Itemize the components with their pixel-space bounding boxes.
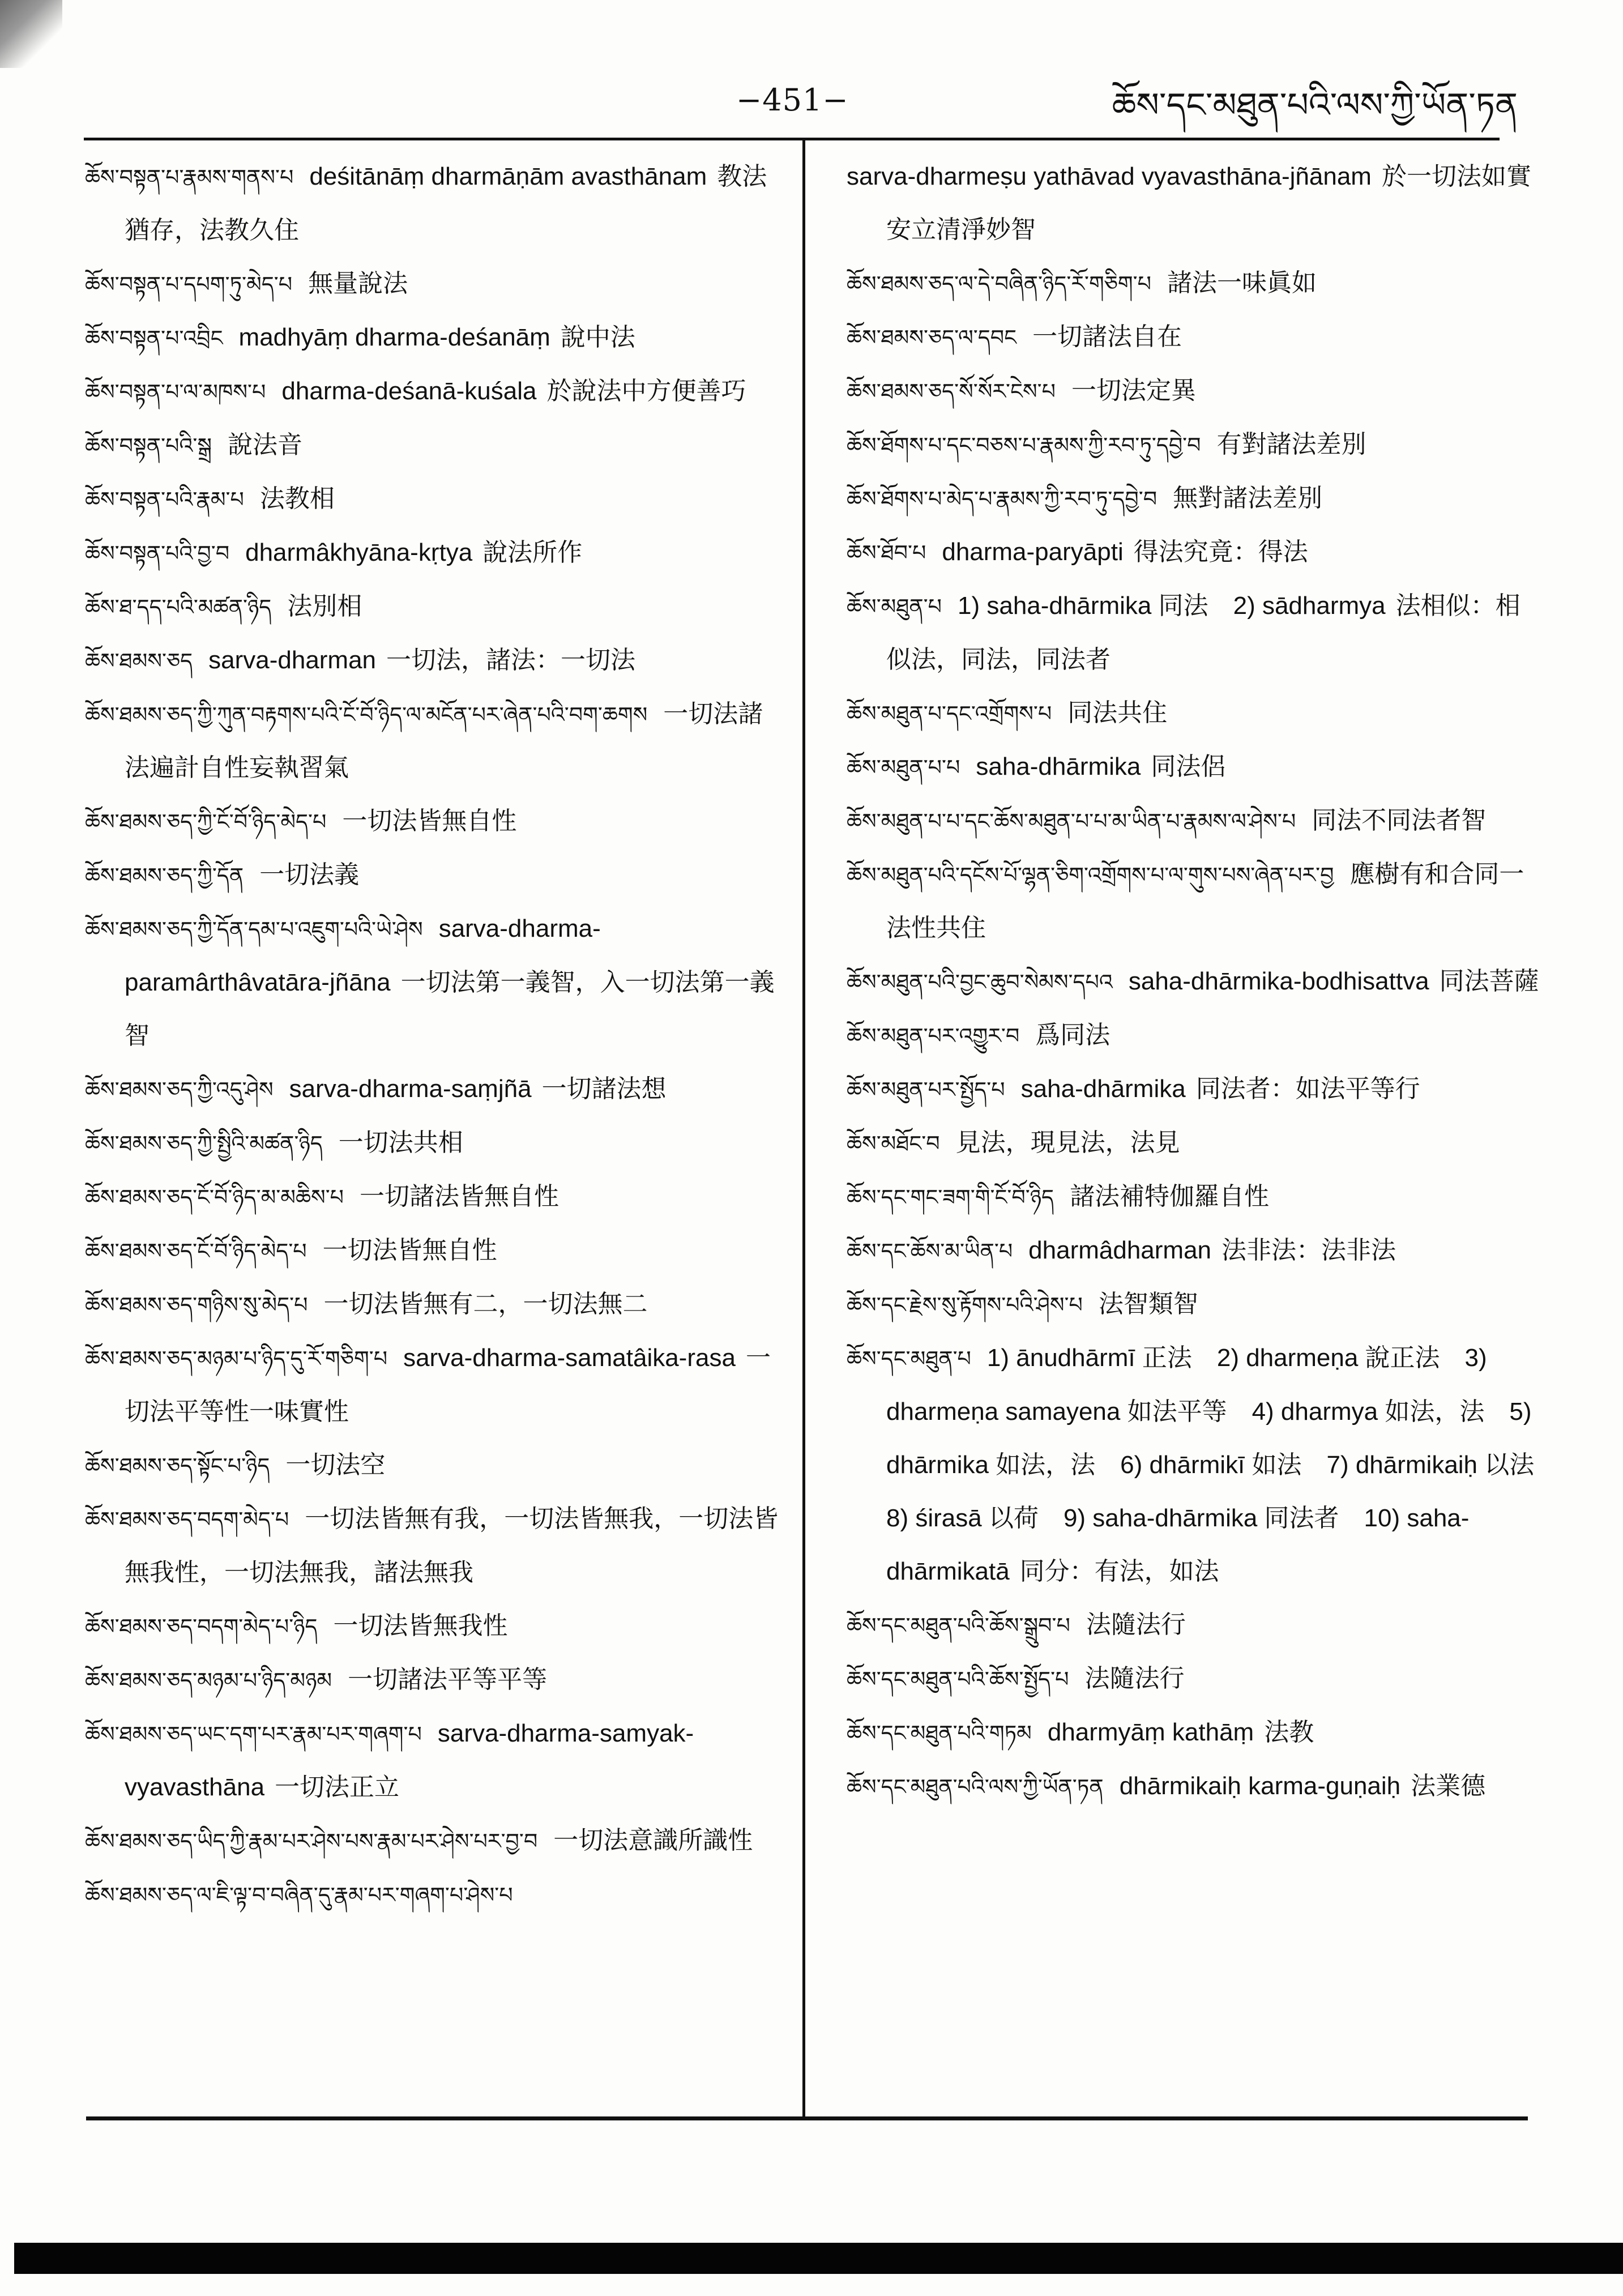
tibetan-headword: ཆོས་ཐམས་ཅད་གཉིས་སུ་མེད་པ [85,1292,308,1317]
dictionary-entry [85,848,787,902]
tibetan-headword: ཆོས་ཐམས་ཅད་སྟོང་པ་ཉིད [85,1453,270,1478]
dictionary-entry [85,472,787,526]
chinese-equivalent: 說法音 [228,430,303,459]
dictionary-entry [847,1116,1543,1170]
tibetan-headword: ཆོས་ཐ་དད་པའི་མཚན་ཉིད [85,595,272,620]
sanskrit-equivalent: dharma-deśanā-kuśala [281,377,537,405]
chinese-equivalent: 一切諸法皆無自性 [360,1182,559,1211]
dictionary-entry [847,1009,1543,1062]
chinese-equivalent: 法教 [1264,1718,1314,1747]
dictionary-entry [85,419,787,472]
dictionary-entry [847,418,1543,472]
chinese-equivalent: 法別相 [287,592,362,621]
chinese-equivalent: 無對諸法差別 [1173,484,1323,513]
chinese-equivalent: 法相似：相似法，同法，同法者 [886,591,1521,674]
sanskrit-equivalent: sarva-dharman [208,646,377,674]
sanskrit-equivalent: 1) ānudhārmī 正法 2) dharmeṇa 說正法 3) dharmeṇa samayena 如法平等 4) dharmya 如法，法 5) dhārmika 如法，法 6) dhārmikī 如法 7) dhārmikaiḥ 以法 8) śirasā 以荷 9) saha-dhārmika 同法者 10) saha-dhārmikatā [886,1344,1560,1585]
tibetan-headword: ཆོས་ཐམས་ཅད་ཀྱི་དོན་དམ་པ་འཇུག་པའི་ཡེ་ཤེས [85,917,423,942]
sanskrit-equivalent: 1) saha-dhārmika 同法 2) sādharmya [958,592,1386,620]
dictionary-entry [847,794,1543,848]
dictionary-entry [847,1760,1543,1813]
sanskrit-equivalent: sarva-dharma-samyak-vyavasthāna [125,1719,694,1801]
dictionary-entry [85,1062,787,1116]
sanskrit-equivalent: dharmâkhyāna-kṛtya [245,539,473,566]
dictionary-entry [85,1868,787,1922]
dictionary-entry [85,1170,787,1224]
sanskrit-equivalent: dharmâdharman [1028,1236,1212,1264]
dictionary-entry [85,1116,787,1170]
dictionary-entry [85,1653,787,1707]
dictionary-entry [847,150,1543,257]
tibetan-headword: ཆོས་མཐུན་པ་པ [847,755,960,780]
dictionary-entry [847,686,1543,740]
dictionary-entry [847,955,1543,1009]
dictionary-entry [847,1278,1543,1331]
top-rule [84,138,1500,140]
sanskrit-equivalent: dharmyāṃ kathāṃ [1047,1718,1254,1746]
chinese-equivalent: 一切法，諸法：一切法 [386,646,636,675]
dictionary-entry [85,1707,787,1814]
tibetan-headword: ཆོས་བསྟན་པ་དཔག་ཏུ་མེད་པ [85,272,293,297]
tibetan-headword: ཆོས་མཐུན་པ [847,594,942,619]
tibetan-headword: ཆོས་དང་མཐུན་པའི་ལས་ཀྱི་ཡོན་ཏན [847,1774,1104,1799]
tibetan-headword: ཆོས་ཐམས་ཅད་ཡང་དག་པར་རྣམ་པར་གཞག་པ [85,1722,422,1747]
chinese-equivalent: 有對諸法差別 [1216,430,1366,459]
tibetan-headword: ཆོས་བསྟན་པ་ལ་མཁས་པ [85,379,266,404]
chinese-equivalent: 同法者：如法平等行 [1195,1074,1420,1103]
tibetan-headword: ཆོས་ཐོགས་པ་དང་བཅས་པ་རྣམས་ཀྱི་རབ་ཏུ་དབྱེ་བ [847,433,1201,458]
chinese-equivalent: 於說法中方便善巧 [546,377,746,406]
dictionary-entry [847,1652,1543,1706]
dictionary-entry [85,1439,787,1492]
tibetan-headword: ཆོས་ཐམས་ཅད་ཀྱི་ཀུན་བརྟགས་པའི་ངོ་བོ་ཉིད་ལ་མངོན་པར་ཞེན་པའི་བག་ཆགས [85,702,648,727]
dictionary-entry [85,902,787,1062]
sanskrit-equivalent: madhyāṃ dharma-deśanāṃ [238,323,550,351]
tibetan-headword: ཆོས་ཐམས་ཅད་ལ་དབང [847,325,1017,350]
chinese-equivalent: 同法侶 [1151,752,1226,781]
tibetan-headword: ཆོས་ཐམས་ཅད་མཉམ་པ་ཉིད་མཉམ [85,1668,332,1693]
tibetan-headword: ཆོས་མཐུན་པར་འགྱུར་བ [847,1023,1020,1048]
tibetan-headword: ཆོས་མཐོང་བ [847,1131,940,1156]
scan-corner-shadow [0,0,62,68]
tibetan-headword: ཆོས་བསྟན་པ་རྣམས་གནས་པ [85,165,294,190]
chinese-equivalent: 於一切法如實安立清淨妙智 [886,162,1531,244]
tibetan-headword: ཆོས་བསྟན་པའི་རྣམ་པ [85,487,244,512]
tibetan-headword: ཆོས་ཐམས་ཅད་བདག་མེད་པ [85,1507,289,1532]
chinese-equivalent: 無量說法 [308,269,408,298]
sanskrit-equivalent: saha-dhārmika [1020,1075,1186,1103]
tibetan-headword: ཆོས་ཐམས་ཅད་ཀྱི་འདུ་ཤེས [85,1077,274,1102]
tibetan-headword: ཆོས་བསྟན་པའི་སྒྲ [85,433,212,458]
chinese-equivalent: 一切法諸法遍計自性妄執習氣 [125,699,763,782]
chinese-equivalent: 一切法皆無有二，一切法無二 [323,1290,648,1318]
tibetan-headword: ཆོས་ཐམས་ཅད་ཀྱི་སྤྱིའི་མཚན་ཉིད [85,1131,323,1156]
tibetan-headword: ཆོས་མཐུན་པའི་བྱང་ཆུབ་སེམས་དཔའ [847,970,1113,995]
chinese-equivalent: 法教相 [259,484,335,513]
chinese-equivalent: 同法不同法者智 [1312,806,1487,835]
sanskrit-equivalent: saha-dhārmika [976,753,1141,780]
tibetan-headword: ཆོས་ཐམས་ཅད་སོ་སོར་ངེས་པ [847,379,1056,404]
chinese-equivalent: 一切法義 [259,860,360,889]
tibetan-headword: ཆོས་ཐམས་ཅད་བདག་མེད་པ་ཉིད [85,1614,318,1639]
dictionary-entry [85,1492,787,1599]
chinese-equivalent: 一切法皆無自性 [342,806,517,835]
tibetan-headword: ཆོས་དང་གང་ཟག་གི་ངོ་བོ་ཉིད [847,1185,1054,1210]
sanskrit-equivalent: sarva-dharma-saṃjñā [289,1075,532,1103]
tibetan-headword: ཆོས་ཐམས་ཅད་ངོ་བོ་ཉིད་མེད་པ [85,1239,307,1264]
chinese-equivalent: 法隨法行 [1086,1610,1186,1639]
dictionary-entry [847,364,1543,418]
tibetan-headword: ཆོས་ཐམས་ཅད་ངོ་བོ་ཉིད་མ་མཆིས་པ [85,1185,344,1210]
tibetan-headword: ཆོས་མཐུན་པའི་དངོས་པོ་ལྷན་ཅིག་འགྲོགས་པ་ལ་གུས་པས་ཞེན་པར་བྱ [847,863,1334,887]
page-number: −451− [736,82,849,118]
chinese-equivalent: 法業德 [1411,1772,1486,1800]
dictionary-entry [85,795,787,848]
tibetan-headword: ཆོས་དང་རྗེས་སུ་རྟོགས་པའི་ཤེས་པ [847,1292,1083,1317]
scan-footer-bar [14,2243,1623,2274]
tibetan-headword: ཆོས་དང་ཆོས་མ་ཡིན་པ [847,1239,1013,1264]
chinese-equivalent: 一切法皆無有我，一切法皆無我，一切法皆無我性，一切法無我，諸法無我 [125,1504,779,1587]
tibetan-headword: ཆོས་ཐམས་ཅད [85,648,193,673]
dictionary-entry [847,579,1543,686]
dictionary-entry [85,1599,787,1653]
chinese-equivalent: 法智類智 [1098,1290,1198,1318]
chinese-equivalent: 說法所作 [482,538,583,567]
chinese-equivalent: 應樹有和合同一法性共住 [886,860,1524,942]
chinese-equivalent: 一切法空 [285,1450,386,1479]
dictionary-entry [85,634,787,688]
chinese-equivalent: 一切法皆無自性 [322,1236,497,1265]
chinese-equivalent: 一切法定異 [1071,376,1196,405]
chinese-equivalent: 見法，現見法，法見 [955,1128,1180,1157]
sanskrit-equivalent: sarva-dharmeṣu yathāvad vyavasthāna-jñānam [847,163,1372,190]
chinese-equivalent: 一切諸法想 [541,1074,667,1103]
chinese-equivalent: 一切法第一義智，入一切法第一義智 [125,968,775,1050]
chinese-equivalent: 一切諸法自在 [1032,322,1182,351]
dictionary-entry [85,580,787,634]
chinese-equivalent: 同分：有法，如法 [1019,1557,1219,1586]
chinese-equivalent: 同法共住 [1067,698,1168,727]
chinese-equivalent: 一切法平等性一味實性 [125,1343,771,1426]
tibetan-headword: ཆོས་དང་མཐུན་པའི་གཏམ [847,1721,1032,1746]
chinese-equivalent: 一切法正立 [275,1773,400,1802]
dictionary-entry [847,257,1543,310]
chinese-equivalent: 說中法 [560,323,635,352]
dictionary-entry [85,688,787,795]
tibetan-headword: ཆོས་ཐམས་ཅད་མཉམ་པ་ཉིད་དུ་རོ་གཅིག་པ [85,1346,388,1371]
column-divider [802,138,805,2116]
chinese-equivalent: 一切諸法平等平等 [348,1665,548,1694]
chinese-equivalent: 得法究竟：得法 [1133,537,1308,566]
sanskrit-equivalent: sarva-dharma-samatâika-rasa [403,1344,736,1372]
tibetan-headword: ཆོས་ཐམས་ཅད་ཀྱི་དོན [85,863,244,888]
tibetan-headword: ཆོས་དང་མཐུན་པའི་ཆོས་སྒྲུབ་པ [847,1613,1070,1638]
dictionary-entry [85,1278,787,1331]
dictionary-entry [85,526,787,580]
tibetan-headword: ཆོས་ཐམས་ཅད་ཀྱི་ངོ་བོ་ཉིད་མེད་པ [85,809,327,834]
right-column [847,150,1560,1813]
dictionary-entry [85,257,787,311]
tibetan-headword: ཆོས་དང་མཐུན་པའི་ཆོས་སྤྱོད་པ [847,1667,1069,1692]
left-column [85,150,787,1922]
chinese-equivalent: 教法猶存，法教久住 [125,162,767,245]
tibetan-headword: ཆོས་ཐམས་ཅད་ལ་དེ་བཞིན་ཉིད་རོ་གཅིག་པ [847,271,1152,296]
sanskrit-equivalent: saha-dhārmika-bodhisattva [1128,967,1429,995]
dictionary-entry [847,472,1543,526]
dictionary-entry [85,365,787,419]
tibetan-headword: ཆོས་མཐུན་པར་སྤྱོད་པ [847,1077,1005,1102]
tibetan-headword: ཆོས་ཐམས་ཅད་ལ་ཇི་ལྟ་བ་བཞིན་དུ་རྣམ་པར་གཞག་པ་ཤེས་པ [85,1883,513,1907]
sanskrit-equivalent: deśitānāṃ dharmāṇām avasthānam [309,163,707,190]
chinese-equivalent: 一切法共相 [338,1128,463,1157]
chinese-equivalent: 一切法皆無我性 [333,1611,508,1640]
tibetan-headword: ཆོས་ཐོགས་པ་མེད་པ་རྣམས་ཀྱི་རབ་ཏུ་དབྱེ་བ [847,486,1158,511]
bottom-rule [86,2116,1528,2120]
dictionary-entry [847,1170,1543,1224]
chinese-equivalent: 爲同法 [1035,1021,1111,1049]
dictionary-entry [847,740,1543,794]
dictionary-entry [847,310,1543,364]
dictionary-entry [847,1706,1543,1760]
sanskrit-equivalent: dhārmikaiḥ karma-guṇaiḥ [1119,1772,1401,1800]
dictionary-entry [847,1224,1543,1278]
running-head: ཆོས་དང་མཐུན་པའི་ལས་ཀྱི་ཡོན་ཏན [1112,86,1518,125]
tibetan-headword: ཆོས་མཐུན་པ་དང་འགྲོགས་པ [847,701,1052,726]
dictionary-entry [847,526,1543,579]
dictionary-entry [85,1331,787,1439]
tibetan-headword: ཆོས་མཐུན་པ་པ་དང་ཆོས་མཐུན་པ་པ་མ་ཡིན་པ་རྣམས་ལ་ཤེས་པ [847,809,1296,834]
dictionary-entry [847,1331,1560,1598]
dictionary-entry [847,1598,1543,1652]
sanskrit-equivalent: sarva-dharma-paramârthâvatāra-jñāna [125,915,601,996]
chinese-equivalent: 法隨法行 [1084,1664,1185,1693]
chinese-equivalent: 同法菩薩 [1439,967,1539,996]
sanskrit-equivalent: dharma-paryāpti [942,538,1124,566]
dictionary-entry [847,1062,1543,1116]
chinese-equivalent: 法非法：法非法 [1221,1236,1396,1265]
chinese-equivalent: 一切法意識所識性 [553,1826,753,1855]
tibetan-headword: ཆོས་དང་མཐུན་པ [847,1346,971,1371]
dictionary-entry [85,311,787,365]
dictionary-entry [85,1814,787,1868]
chinese-equivalent: 諸法補特伽羅自性 [1070,1182,1270,1211]
tibetan-headword: ཆོས་བསྟན་པའི་བྱ་བ [85,541,230,566]
chinese-equivalent: 諸法一味眞如 [1167,268,1317,297]
dictionary-entry [85,150,787,257]
tibetan-headword: ཆོས་ཐོབ་པ [847,540,926,565]
tibetan-headword: ཆོས་བསྟན་པ་འབྲིང [85,326,223,351]
dictionary-entry [847,848,1543,955]
tibetan-headword: ཆོས་ཐམས་ཅད་ཡིད་ཀྱི་རྣམ་པར་ཤེས་པས་རྣམ་པར་ཤེས་པར་བྱ་བ [85,1829,538,1854]
dictionary-entry [85,1224,787,1278]
